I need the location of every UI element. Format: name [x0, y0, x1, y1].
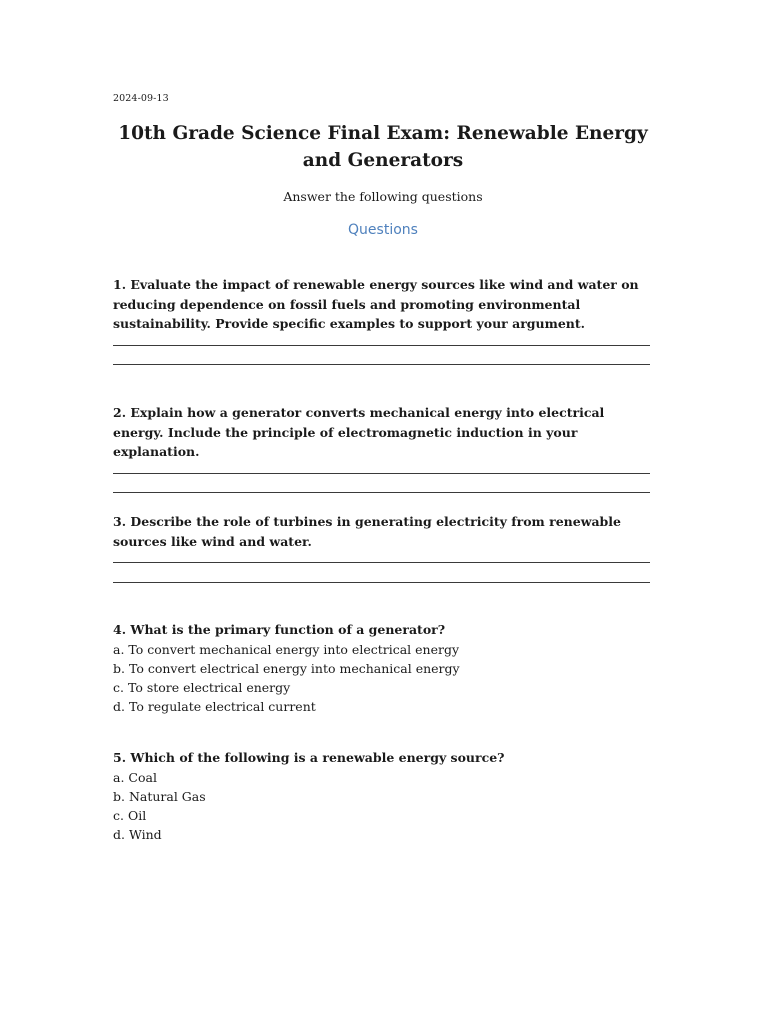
- answer-line[interactable]: [113, 551, 650, 563]
- question-4-text: 4. What is the primary function of a generator?: [113, 622, 446, 637]
- question-5-text: 5. Which of the following is a renewable energy source?: [113, 750, 505, 765]
- answer-line[interactable]: [113, 462, 650, 474]
- option-b[interactable]: b. Natural Gas: [113, 788, 206, 804]
- question-2: [113, 403, 653, 493]
- question-4-options: [113, 640, 653, 717]
- answer-line[interactable]: [113, 334, 650, 346]
- answer-line[interactable]: [113, 474, 650, 494]
- option-b[interactable]: b. To convert electrical energy into mechanical energy: [113, 660, 460, 676]
- exam-title: 10th Grade Science Final Exam: Renewable Energy and Generators: [118, 123, 648, 171]
- question-4: [113, 620, 653, 717]
- option-a[interactable]: a. To convert mechanical energy into electrical energy: [113, 641, 460, 657]
- option-c[interactable]: c. To store electrical energy: [113, 680, 291, 696]
- answer-line[interactable]: [113, 563, 650, 583]
- option-d[interactable]: d. Wind: [113, 827, 162, 843]
- answer-line[interactable]: [113, 346, 650, 366]
- question-3-text: 3. Describe the role of turbines in generating electricity from renewable sources like wind and water.: [113, 514, 621, 549]
- option-a[interactable]: a. Coal: [113, 769, 157, 785]
- exam-date: 2024-09-13: [113, 93, 169, 104]
- option-d[interactable]: d. To regulate electrical current: [113, 699, 316, 715]
- question-1-text: 1. Evaluate the impact of renewable energy sources like wind and water on reducing dependence on fossil fuels and promoting environmental sustainability. Provide specific examples to support your argument.: [113, 277, 639, 331]
- question-2-text: 2. Explain how a generator converts mechanical energy into electrical energy. Include the principle of electromagnetic induction in your explanation.: [113, 405, 605, 459]
- section-heading-questions: Questions: [348, 222, 418, 238]
- question-5: [113, 748, 653, 845]
- question-5-options: [113, 768, 653, 845]
- question-3: [113, 512, 653, 583]
- question-1: [113, 275, 653, 365]
- exam-subtitle: Answer the following questions: [283, 189, 483, 204]
- option-c[interactable]: c. Oil: [113, 808, 147, 824]
